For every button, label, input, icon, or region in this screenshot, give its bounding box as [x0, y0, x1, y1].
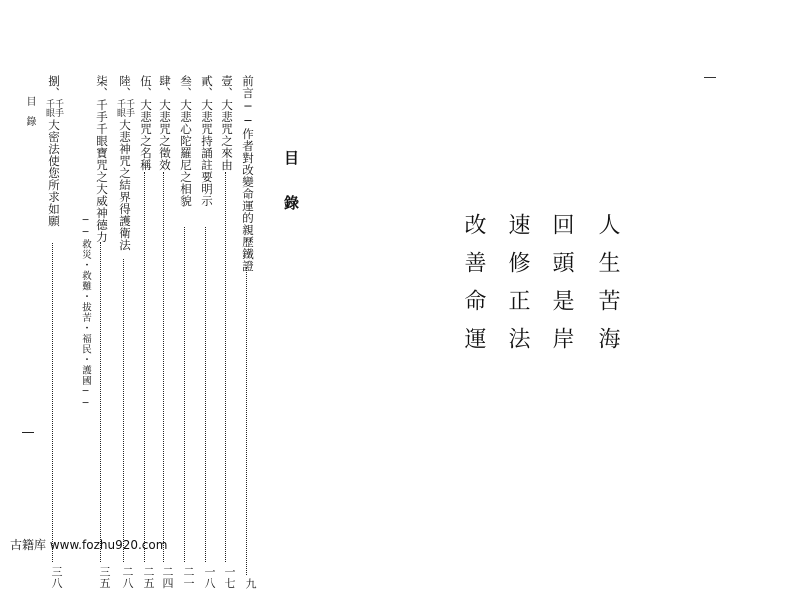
toc-entry-text: 大密法使您所求如願	[47, 119, 61, 227]
folio-mark	[22, 432, 34, 433]
toc-leader-dots	[123, 259, 124, 562]
toc-entry-4[interactable]	[157, 75, 174, 589]
toc-entry-2[interactable]	[199, 75, 216, 589]
toc-entry-page: 三八	[50, 566, 63, 589]
toc-entry-prefix: 貳、	[200, 75, 214, 99]
toc-entry-text: 千手千眼寶咒之大威神德力	[95, 99, 109, 243]
poem-line: 改善命運	[461, 213, 486, 365]
toc-entry-prefix: 捌、	[47, 75, 61, 99]
warichu-line: 千手	[124, 99, 134, 117]
toc-entry-text: 大悲咒之來由	[220, 99, 234, 171]
toc-entry-page: 二八	[121, 566, 134, 589]
toc-leader-dots	[246, 267, 247, 575]
toc-entry-prefix: 叁、	[179, 75, 193, 99]
toc-entry-6[interactable]	[115, 75, 135, 589]
toc-leader-dots	[52, 243, 53, 562]
watermark-brand: 古籍库	[10, 538, 47, 552]
toc-leader-dots	[163, 172, 164, 562]
poem-line: 回頭是岸	[549, 213, 574, 365]
toc-entry-text: 大悲神咒之結界得護衛法	[118, 119, 132, 251]
toc-entry-page: 一七	[223, 566, 236, 589]
toc-entry-7[interactable]	[94, 75, 111, 589]
toc-leader-dots	[225, 172, 226, 562]
toc-entry-3[interactable]	[178, 75, 195, 589]
poem-line: 速修正法	[505, 213, 530, 365]
toc-entry-page: 三五	[98, 566, 111, 589]
toc-leader-dots	[184, 227, 185, 562]
toc-entry-1[interactable]	[219, 75, 236, 589]
toc-entry-warichu	[115, 99, 133, 117]
running-head: 目錄	[24, 96, 35, 136]
watermark	[10, 536, 167, 553]
toc-entry-page: 一八	[203, 566, 216, 589]
toc-leader-dots	[205, 227, 206, 562]
toc-entry-preface[interactable]	[240, 75, 257, 590]
poem-line: 人生苦海	[595, 213, 620, 365]
toc-entry-prefix: 肆、	[158, 75, 172, 99]
toc-entry-page: 九	[244, 578, 257, 590]
toc-leader-dots	[144, 172, 145, 562]
watermark-site: www.fozhu920.com	[49, 538, 168, 552]
toc-entry-text: ──作者對改變命運的親歷鐵證	[241, 99, 255, 272]
toc-entry-text: 大悲咒之名稱	[139, 99, 153, 171]
toc-entry-warichu	[44, 99, 62, 117]
toc-title: 目錄	[282, 150, 300, 240]
toc-entry-prefix: 伍、	[139, 75, 153, 99]
toc-entry-text: 大悲心陀羅尼之相貌	[179, 99, 193, 207]
toc-entry-page: 二四	[161, 566, 174, 589]
toc-subtitle-line: ──救災・救難・拔苦・福民・護國──	[80, 215, 91, 410]
page-mark	[704, 77, 716, 78]
warichu-line: 千眼	[115, 99, 125, 117]
warichu-line: 千眼	[44, 99, 54, 117]
toc-entry-5[interactable]	[138, 75, 155, 589]
toc-leader-dots	[100, 242, 101, 562]
toc-entry-page: 二一	[182, 566, 195, 589]
toc-entry-prefix: 陸、	[118, 75, 132, 99]
toc-entry-prefix: 前言	[241, 75, 255, 99]
warichu-line: 千手	[53, 99, 63, 117]
toc-entry-page: 二五	[142, 566, 155, 589]
toc-entry-prefix: 壹、	[220, 75, 234, 99]
toc-entry-text: 大悲咒之徵效	[158, 99, 172, 171]
toc-entry-prefix: 柒、	[95, 75, 109, 99]
toc-entry-8[interactable]	[44, 75, 66, 589]
toc-entry-text: 大悲咒持誦註要明示	[200, 99, 214, 207]
